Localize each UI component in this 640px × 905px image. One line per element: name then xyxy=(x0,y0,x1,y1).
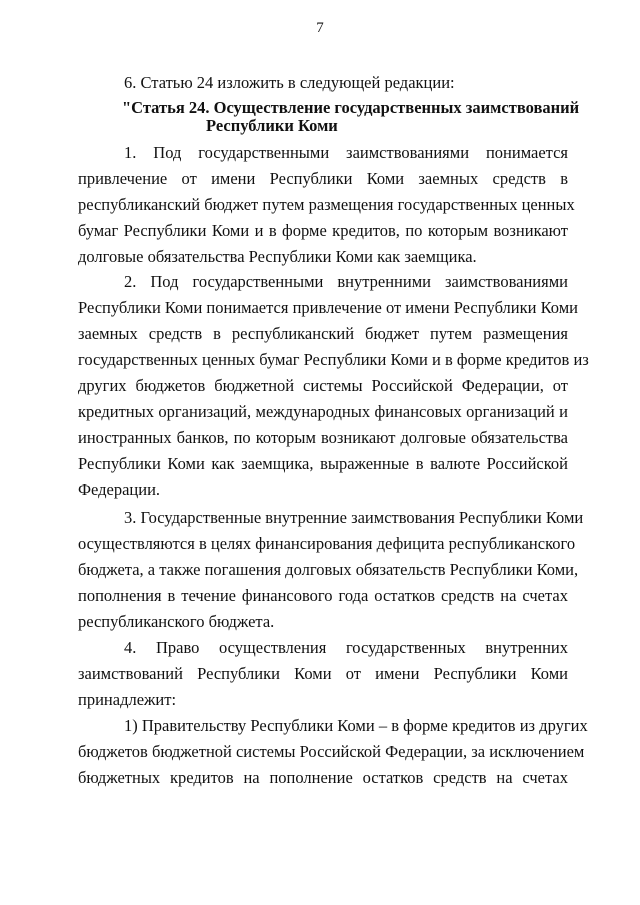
text-line: долговые обязательства Республики Коми как заемщика. xyxy=(78,247,477,266)
text-line: заимствований Республики Коми от имени Республики Коми xyxy=(78,664,568,683)
text-line: иностранных банков, по которым возникают долговые обязательства xyxy=(78,428,568,447)
text-line: Федерации. xyxy=(78,480,161,499)
intro-line: 6. Статью 24 изложить в следующей редакции: xyxy=(124,73,455,92)
text-line: бюджетных кредитов на пополнение остатков средств на счетах xyxy=(78,768,568,787)
heading-line: "Статья 24. Осуществление государственных заимствований xyxy=(122,98,580,117)
page-number: 7 xyxy=(316,20,324,36)
text-line: осуществляются в целях финансирования дефицита республиканского xyxy=(78,534,576,553)
text-line: заемных средств в республиканский бюджет путем размещения xyxy=(78,324,568,343)
text-line: государственных ценных бумаг Республики Коми и в форме кредитов из xyxy=(78,350,589,369)
text-line: республиканский бюджет путем размещения государственных ценных xyxy=(78,195,575,214)
text-line: бумаг Республики Коми и в форме кредитов, по которым возникают xyxy=(78,221,568,240)
text-line: 2. Под государственными внутренними заимствованиями xyxy=(124,272,568,291)
text-line: кредитных организаций, международных финансовых организаций и xyxy=(78,402,568,421)
text-line: 4. Право осуществления государственных внутренних xyxy=(124,638,568,657)
text-line: пополнения в течение финансового года остатков средств на счетах xyxy=(78,586,568,605)
text-line: 1) Правительству Республики Коми – в форме кредитов из других xyxy=(124,716,588,735)
text-line: привлечение от имени Республики Коми заемных средств в xyxy=(78,169,568,188)
text-line: Республики Коми как заемщика, выраженные в валюте Российской xyxy=(78,454,568,473)
text-line: 1. Под государственными заимствованиями понимается xyxy=(124,143,568,162)
text-line: 3. Государственные внутренние заимствования Республики Коми xyxy=(124,508,584,527)
text-line: других бюджетов бюджетной системы Российской Федерации, от xyxy=(78,376,568,395)
heading-line: Республики Коми xyxy=(206,116,338,135)
text-line: Республики Коми понимается привлечение от имени Республики Коми xyxy=(78,298,578,317)
text-line: бюджетов бюджетной системы Российской Федерации, за исключением xyxy=(78,742,585,761)
text-line: принадлежит: xyxy=(78,690,177,709)
text-line: республиканского бюджета. xyxy=(78,612,275,631)
text-line: бюджета, а также погашения долговых обязательств Республики Коми, xyxy=(78,560,579,579)
